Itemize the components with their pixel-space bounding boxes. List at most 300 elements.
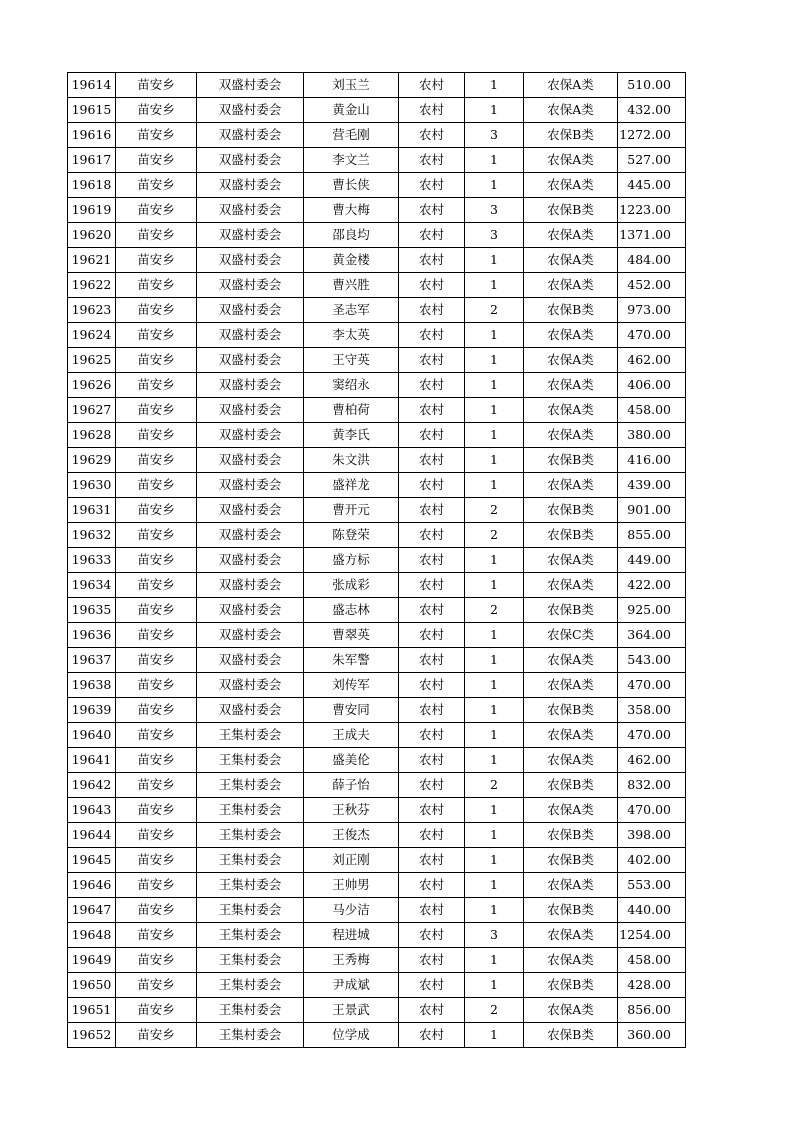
village-committee-cell: 王集村委会 (197, 848, 304, 873)
record-id-cell: 19648 (68, 923, 116, 948)
table-row (68, 323, 686, 348)
insurance-category-cell: 农保B类 (524, 1023, 618, 1048)
household-count-cell: 1 (465, 373, 524, 398)
table-row (68, 873, 686, 898)
insurance-category-cell: 农保A类 (524, 548, 618, 573)
record-id-cell: 19615 (68, 98, 116, 123)
table-row (68, 573, 686, 598)
township-cell: 苗安乡 (116, 823, 197, 848)
area-type-cell: 农村 (399, 148, 465, 173)
record-id-cell: 19628 (68, 423, 116, 448)
household-count-cell: 1 (465, 848, 524, 873)
record-id-cell: 19650 (68, 973, 116, 998)
village-committee-cell: 双盛村委会 (197, 423, 304, 448)
household-count-cell: 3 (465, 923, 524, 948)
insurance-category-cell: 农保A类 (524, 573, 618, 598)
village-committee-cell: 双盛村委会 (197, 73, 304, 98)
record-id-cell: 19645 (68, 848, 116, 873)
household-count-cell: 1 (465, 898, 524, 923)
village-committee-cell: 双盛村委会 (197, 148, 304, 173)
record-id-cell: 19652 (68, 1023, 116, 1048)
household-count-cell: 1 (465, 448, 524, 473)
name-cell: 陈登荣 (304, 523, 399, 548)
village-committee-cell: 王集村委会 (197, 823, 304, 848)
household-count-cell: 1 (465, 573, 524, 598)
record-id-cell: 19618 (68, 173, 116, 198)
name-cell: 位学成 (304, 1023, 399, 1048)
insurance-category-cell: 农保A类 (524, 148, 618, 173)
township-cell: 苗安乡 (116, 398, 197, 423)
amount-cell: 484.00 (618, 248, 686, 273)
table-row (68, 98, 686, 123)
area-type-cell: 农村 (399, 498, 465, 523)
village-committee-cell: 王集村委会 (197, 1023, 304, 1048)
area-type-cell: 农村 (399, 848, 465, 873)
name-cell: 盛志林 (304, 598, 399, 623)
amount-cell: 449.00 (618, 548, 686, 573)
household-count-cell: 3 (465, 123, 524, 148)
name-cell: 曹安同 (304, 698, 399, 723)
table-row (68, 973, 686, 998)
township-cell: 苗安乡 (116, 223, 197, 248)
village-committee-cell: 王集村委会 (197, 973, 304, 998)
amount-cell: 462.00 (618, 748, 686, 773)
record-id-cell: 19627 (68, 398, 116, 423)
village-committee-cell: 双盛村委会 (197, 348, 304, 373)
table-row (68, 948, 686, 973)
table-row (68, 448, 686, 473)
amount-cell: 925.00 (618, 598, 686, 623)
insurance-category-cell: 农保B类 (524, 498, 618, 523)
township-cell: 苗安乡 (116, 723, 197, 748)
table-row (68, 198, 686, 223)
record-id-cell: 19635 (68, 598, 116, 623)
area-type-cell: 农村 (399, 898, 465, 923)
insurance-category-cell: 农保B类 (524, 123, 618, 148)
household-count-cell: 1 (465, 323, 524, 348)
village-committee-cell: 双盛村委会 (197, 573, 304, 598)
insurance-category-cell: 农保A类 (524, 223, 618, 248)
township-cell: 苗安乡 (116, 148, 197, 173)
insurance-category-cell: 农保A类 (524, 248, 618, 273)
village-committee-cell: 双盛村委会 (197, 623, 304, 648)
village-committee-cell: 王集村委会 (197, 873, 304, 898)
table-row (68, 73, 686, 98)
amount-cell: 1371.00 (618, 223, 686, 248)
township-cell: 苗安乡 (116, 498, 197, 523)
area-type-cell: 农村 (399, 798, 465, 823)
household-count-cell: 1 (465, 798, 524, 823)
record-id-cell: 19620 (68, 223, 116, 248)
name-cell: 曹开元 (304, 498, 399, 523)
table-row (68, 473, 686, 498)
household-count-cell: 2 (465, 298, 524, 323)
township-cell: 苗安乡 (116, 198, 197, 223)
area-type-cell: 农村 (399, 573, 465, 598)
area-type-cell: 农村 (399, 873, 465, 898)
insurance-category-cell: 农保A类 (524, 348, 618, 373)
record-id-cell: 19630 (68, 473, 116, 498)
township-cell: 苗安乡 (116, 948, 197, 973)
village-committee-cell: 双盛村委会 (197, 473, 304, 498)
record-id-cell: 19614 (68, 73, 116, 98)
amount-cell: 553.00 (618, 873, 686, 898)
household-count-cell: 1 (465, 548, 524, 573)
township-cell: 苗安乡 (116, 73, 197, 98)
village-committee-cell: 双盛村委会 (197, 223, 304, 248)
record-id-cell: 19641 (68, 748, 116, 773)
township-cell: 苗安乡 (116, 748, 197, 773)
record-id-cell: 19634 (68, 573, 116, 598)
name-cell: 曹柏荷 (304, 398, 399, 423)
amount-cell: 416.00 (618, 448, 686, 473)
insurance-category-cell: 农保A类 (524, 923, 618, 948)
record-id-cell: 19622 (68, 273, 116, 298)
table-row (68, 1023, 686, 1048)
record-id-cell: 19619 (68, 198, 116, 223)
village-committee-cell: 双盛村委会 (197, 648, 304, 673)
village-committee-cell: 双盛村委会 (197, 298, 304, 323)
record-id-cell: 19616 (68, 123, 116, 148)
record-id-cell: 19640 (68, 723, 116, 748)
records-table-body (68, 73, 686, 1048)
household-count-cell: 1 (465, 1023, 524, 1048)
village-committee-cell: 王集村委会 (197, 898, 304, 923)
amount-cell: 364.00 (618, 623, 686, 648)
table-row (68, 998, 686, 1023)
name-cell: 程进城 (304, 923, 399, 948)
amount-cell: 470.00 (618, 723, 686, 748)
household-count-cell: 2 (465, 773, 524, 798)
township-cell: 苗安乡 (116, 1023, 197, 1048)
record-id-cell: 19623 (68, 298, 116, 323)
household-count-cell: 1 (465, 948, 524, 973)
insurance-category-cell: 农保B类 (524, 773, 618, 798)
record-id-cell: 19639 (68, 698, 116, 723)
insurance-category-cell: 农保A类 (524, 73, 618, 98)
area-type-cell: 农村 (399, 673, 465, 698)
household-count-cell: 1 (465, 98, 524, 123)
household-count-cell: 1 (465, 73, 524, 98)
area-type-cell: 农村 (399, 1023, 465, 1048)
village-committee-cell: 双盛村委会 (197, 98, 304, 123)
name-cell: 黄金楼 (304, 248, 399, 273)
table-row (68, 123, 686, 148)
amount-cell: 856.00 (618, 998, 686, 1023)
village-committee-cell: 双盛村委会 (197, 198, 304, 223)
area-type-cell: 农村 (399, 823, 465, 848)
household-count-cell: 1 (465, 698, 524, 723)
name-cell: 王帅男 (304, 873, 399, 898)
name-cell: 张成彩 (304, 573, 399, 598)
table-row (68, 273, 686, 298)
table-row (68, 223, 686, 248)
township-cell: 苗安乡 (116, 973, 197, 998)
area-type-cell: 农村 (399, 723, 465, 748)
household-count-cell: 1 (465, 973, 524, 998)
table-row (68, 423, 686, 448)
amount-cell: 1272.00 (618, 123, 686, 148)
amount-cell: 973.00 (618, 298, 686, 323)
township-cell: 苗安乡 (116, 473, 197, 498)
amount-cell: 1223.00 (618, 198, 686, 223)
record-id-cell: 19626 (68, 373, 116, 398)
area-type-cell: 农村 (399, 73, 465, 98)
household-count-cell: 1 (465, 873, 524, 898)
household-count-cell: 1 (465, 248, 524, 273)
insurance-category-cell: 农保A类 (524, 873, 618, 898)
area-type-cell: 农村 (399, 198, 465, 223)
household-count-cell: 1 (465, 398, 524, 423)
amount-cell: 470.00 (618, 673, 686, 698)
household-count-cell: 1 (465, 623, 524, 648)
amount-cell: 398.00 (618, 823, 686, 848)
insurance-category-cell: 农保B类 (524, 198, 618, 223)
household-count-cell: 1 (465, 823, 524, 848)
township-cell: 苗安乡 (116, 273, 197, 298)
village-committee-cell: 王集村委会 (197, 723, 304, 748)
records-table (67, 72, 686, 1048)
table-row (68, 498, 686, 523)
table-row (68, 298, 686, 323)
table-row (68, 148, 686, 173)
record-id-cell: 19647 (68, 898, 116, 923)
village-committee-cell: 双盛村委会 (197, 548, 304, 573)
insurance-category-cell: 农保B类 (524, 448, 618, 473)
area-type-cell: 农村 (399, 748, 465, 773)
township-cell: 苗安乡 (116, 448, 197, 473)
record-id-cell: 19642 (68, 773, 116, 798)
amount-cell: 470.00 (618, 323, 686, 348)
table-row (68, 523, 686, 548)
record-id-cell: 19646 (68, 873, 116, 898)
amount-cell: 510.00 (618, 73, 686, 98)
name-cell: 盛方标 (304, 548, 399, 573)
amount-cell: 470.00 (618, 798, 686, 823)
table-row (68, 173, 686, 198)
amount-cell: 439.00 (618, 473, 686, 498)
township-cell: 苗安乡 (116, 423, 197, 448)
area-type-cell: 农村 (399, 398, 465, 423)
name-cell: 刘正刚 (304, 848, 399, 873)
record-id-cell: 19624 (68, 323, 116, 348)
township-cell: 苗安乡 (116, 323, 197, 348)
insurance-category-cell: 农保A类 (524, 323, 618, 348)
name-cell: 黄金山 (304, 98, 399, 123)
record-id-cell: 19632 (68, 523, 116, 548)
insurance-category-cell: 农保A类 (524, 273, 618, 298)
township-cell: 苗安乡 (116, 298, 197, 323)
table-row (68, 798, 686, 823)
insurance-category-cell: 农保A类 (524, 998, 618, 1023)
area-type-cell: 农村 (399, 423, 465, 448)
village-committee-cell: 王集村委会 (197, 798, 304, 823)
name-cell: 盛美伦 (304, 748, 399, 773)
name-cell: 曹长侠 (304, 173, 399, 198)
amount-cell: 360.00 (618, 1023, 686, 1048)
table-row (68, 823, 686, 848)
table-row (68, 648, 686, 673)
name-cell: 营毛刚 (304, 123, 399, 148)
village-committee-cell: 双盛村委会 (197, 448, 304, 473)
record-id-cell: 19644 (68, 823, 116, 848)
amount-cell: 406.00 (618, 373, 686, 398)
amount-cell: 832.00 (618, 773, 686, 798)
household-count-cell: 2 (465, 523, 524, 548)
township-cell: 苗安乡 (116, 698, 197, 723)
township-cell: 苗安乡 (116, 573, 197, 598)
township-cell: 苗安乡 (116, 173, 197, 198)
amount-cell: 422.00 (618, 573, 686, 598)
table-row (68, 748, 686, 773)
insurance-category-cell: 农保B类 (524, 523, 618, 548)
amount-cell: 452.00 (618, 273, 686, 298)
area-type-cell: 农村 (399, 548, 465, 573)
table-row (68, 673, 686, 698)
household-count-cell: 2 (465, 998, 524, 1023)
name-cell: 曹大梅 (304, 198, 399, 223)
name-cell: 窦绍永 (304, 373, 399, 398)
household-count-cell: 1 (465, 723, 524, 748)
township-cell: 苗安乡 (116, 548, 197, 573)
township-cell: 苗安乡 (116, 898, 197, 923)
insurance-category-cell: 农保A类 (524, 748, 618, 773)
record-id-cell: 19643 (68, 798, 116, 823)
insurance-category-cell: 农保A类 (524, 398, 618, 423)
area-type-cell: 农村 (399, 598, 465, 623)
table-row (68, 248, 686, 273)
record-id-cell: 19617 (68, 148, 116, 173)
area-type-cell: 农村 (399, 948, 465, 973)
township-cell: 苗安乡 (116, 923, 197, 948)
village-committee-cell: 双盛村委会 (197, 598, 304, 623)
insurance-category-cell: 农保B类 (524, 973, 618, 998)
amount-cell: 402.00 (618, 848, 686, 873)
township-cell: 苗安乡 (116, 648, 197, 673)
amount-cell: 380.00 (618, 423, 686, 448)
insurance-category-cell: 农保B类 (524, 598, 618, 623)
table-row (68, 373, 686, 398)
township-cell: 苗安乡 (116, 673, 197, 698)
amount-cell: 527.00 (618, 148, 686, 173)
household-count-cell: 1 (465, 348, 524, 373)
insurance-category-cell: 农保A类 (524, 173, 618, 198)
township-cell: 苗安乡 (116, 348, 197, 373)
table-row (68, 698, 686, 723)
area-type-cell: 农村 (399, 373, 465, 398)
insurance-category-cell: 农保A类 (524, 98, 618, 123)
name-cell: 尹成斌 (304, 973, 399, 998)
name-cell: 曹兴胜 (304, 273, 399, 298)
area-type-cell: 农村 (399, 973, 465, 998)
area-type-cell: 农村 (399, 523, 465, 548)
name-cell: 王俊杰 (304, 823, 399, 848)
record-id-cell: 19636 (68, 623, 116, 648)
amount-cell: 462.00 (618, 348, 686, 373)
name-cell: 刘玉兰 (304, 73, 399, 98)
household-count-cell: 1 (465, 423, 524, 448)
area-type-cell: 农村 (399, 648, 465, 673)
area-type-cell: 农村 (399, 273, 465, 298)
township-cell: 苗安乡 (116, 373, 197, 398)
insurance-category-cell: 农保A类 (524, 673, 618, 698)
insurance-category-cell: 农保A类 (524, 423, 618, 448)
area-type-cell: 农村 (399, 223, 465, 248)
amount-cell: 445.00 (618, 173, 686, 198)
name-cell: 朱军警 (304, 648, 399, 673)
amount-cell: 458.00 (618, 398, 686, 423)
name-cell: 薛子怡 (304, 773, 399, 798)
area-type-cell: 农村 (399, 173, 465, 198)
township-cell: 苗安乡 (116, 873, 197, 898)
village-committee-cell: 王集村委会 (197, 948, 304, 973)
insurance-category-cell: 农保B类 (524, 298, 618, 323)
name-cell: 邵良均 (304, 223, 399, 248)
record-id-cell: 19637 (68, 648, 116, 673)
table-row (68, 898, 686, 923)
insurance-category-cell: 农保B类 (524, 698, 618, 723)
township-cell: 苗安乡 (116, 248, 197, 273)
village-committee-cell: 王集村委会 (197, 923, 304, 948)
amount-cell: 440.00 (618, 898, 686, 923)
insurance-category-cell: 农保C类 (524, 623, 618, 648)
township-cell: 苗安乡 (116, 848, 197, 873)
village-committee-cell: 王集村委会 (197, 748, 304, 773)
township-cell: 苗安乡 (116, 623, 197, 648)
table-row (68, 723, 686, 748)
amount-cell: 543.00 (618, 648, 686, 673)
village-committee-cell: 双盛村委会 (197, 523, 304, 548)
village-committee-cell: 双盛村委会 (197, 673, 304, 698)
name-cell: 王景武 (304, 998, 399, 1023)
table-row (68, 848, 686, 873)
area-type-cell: 农村 (399, 473, 465, 498)
household-count-cell: 2 (465, 498, 524, 523)
household-count-cell: 1 (465, 273, 524, 298)
township-cell: 苗安乡 (116, 98, 197, 123)
amount-cell: 1254.00 (618, 923, 686, 948)
township-cell: 苗安乡 (116, 598, 197, 623)
insurance-category-cell: 农保A类 (524, 798, 618, 823)
name-cell: 李文兰 (304, 148, 399, 173)
area-type-cell: 农村 (399, 348, 465, 373)
household-count-cell: 3 (465, 198, 524, 223)
insurance-category-cell: 农保A类 (524, 948, 618, 973)
name-cell: 王成夫 (304, 723, 399, 748)
insurance-category-cell: 农保B类 (524, 898, 618, 923)
record-id-cell: 19629 (68, 448, 116, 473)
area-type-cell: 农村 (399, 923, 465, 948)
table-row (68, 548, 686, 573)
insurance-category-cell: 农保A类 (524, 723, 618, 748)
area-type-cell: 农村 (399, 448, 465, 473)
record-id-cell: 19621 (68, 248, 116, 273)
insurance-category-cell: 农保B类 (524, 848, 618, 873)
area-type-cell: 农村 (399, 123, 465, 148)
amount-cell: 855.00 (618, 523, 686, 548)
village-committee-cell: 双盛村委会 (197, 173, 304, 198)
household-count-cell: 1 (465, 173, 524, 198)
name-cell: 王秋芬 (304, 798, 399, 823)
area-type-cell: 农村 (399, 323, 465, 348)
household-count-cell: 2 (465, 598, 524, 623)
village-committee-cell: 双盛村委会 (197, 273, 304, 298)
village-committee-cell: 王集村委会 (197, 773, 304, 798)
record-id-cell: 19651 (68, 998, 116, 1023)
insurance-category-cell: 农保A类 (524, 648, 618, 673)
household-count-cell: 1 (465, 748, 524, 773)
household-count-cell: 3 (465, 223, 524, 248)
